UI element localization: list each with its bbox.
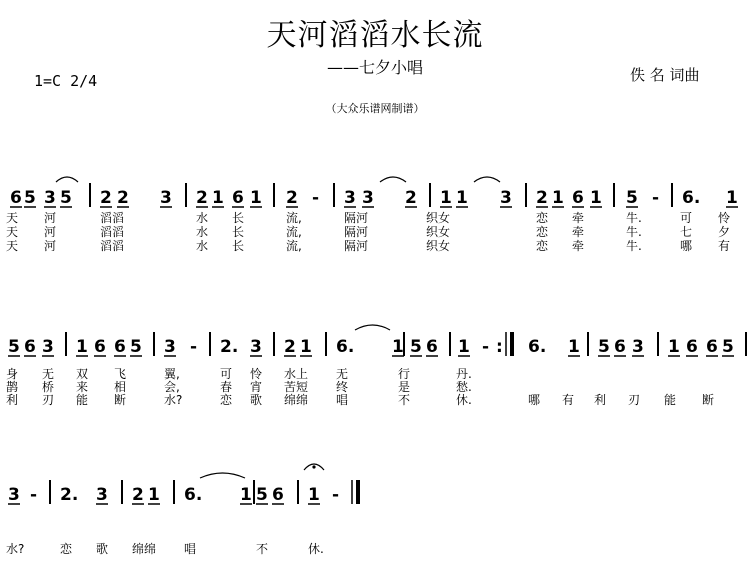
song-subtitle: ——七夕小唱 — [326, 58, 423, 77]
lyric: 流, — [286, 225, 302, 239]
lyric: 绵绵 — [132, 542, 157, 556]
lyric: 利 — [6, 393, 19, 407]
note: 5 — [60, 188, 72, 208]
note: - — [482, 337, 490, 357]
tie-arc — [56, 177, 78, 182]
note: 6 — [24, 337, 36, 357]
lyric: 飞 — [114, 367, 127, 381]
note: 6. — [336, 337, 355, 357]
note: 6 — [114, 337, 126, 357]
song-title: 天河滔滔水长流 — [266, 18, 484, 53]
lyric: 断 — [114, 393, 127, 407]
note: 5 — [626, 188, 638, 208]
lyric: 水上 — [284, 367, 309, 381]
lyric: 流, — [286, 211, 302, 225]
note: - — [652, 188, 660, 208]
lyric: 不 — [398, 393, 411, 407]
lyric: 有 — [562, 393, 575, 407]
lyric: 是 — [398, 380, 411, 394]
lyric: 苦短 — [284, 380, 309, 394]
lyric: 牛. — [626, 225, 642, 239]
note: 1 — [392, 337, 404, 357]
note: 3 — [8, 485, 20, 505]
tie-arc — [474, 177, 500, 182]
lyric: 七 — [680, 225, 693, 239]
note: 2 — [286, 188, 298, 208]
lyric: 终 — [336, 380, 349, 394]
note: 1 — [240, 485, 252, 505]
lyric: 河 — [44, 211, 57, 225]
note: 3 — [42, 337, 54, 357]
note: 1 — [668, 337, 680, 357]
key-time-signature: 1=C 2/4 — [34, 72, 98, 90]
lyric: 歌 — [96, 542, 109, 556]
note: 1 — [212, 188, 224, 208]
note: 1 — [308, 485, 320, 505]
lyric: 滔滔 — [100, 211, 125, 225]
note: 3 — [500, 188, 512, 208]
lyric: 水 — [196, 211, 209, 225]
note: - — [190, 337, 198, 357]
lyric: 绵绵 — [284, 393, 309, 407]
lyric: 行 — [398, 367, 411, 381]
tie-arc — [380, 177, 406, 182]
lyric: 恋 — [60, 542, 73, 556]
note: 1 — [456, 188, 468, 208]
note: 1 — [552, 188, 564, 208]
note: 5 — [598, 337, 610, 357]
lyric: 断 — [702, 393, 715, 407]
lyric: 哪 — [680, 239, 693, 253]
lyric: 牵 — [572, 211, 585, 225]
lyric: 桥 — [42, 380, 55, 394]
lyric: 水? — [164, 393, 183, 407]
note: 3 — [160, 188, 172, 208]
maker-note: （大众乐谱网制谱） — [325, 102, 425, 115]
lyric: 休. — [308, 542, 324, 556]
lyric: 织女 — [426, 239, 451, 253]
lyric: 恋 — [536, 211, 549, 225]
note: 6 — [686, 337, 698, 357]
note: 1 — [300, 337, 312, 357]
lyric: 能 — [76, 393, 89, 407]
note: 2 — [405, 188, 417, 208]
note: 2 — [100, 188, 112, 208]
lyric: 长 — [232, 239, 245, 253]
note: 3 — [250, 337, 262, 357]
note: - — [312, 188, 320, 208]
note: 3 — [164, 337, 176, 357]
lyric: 滔滔 — [100, 225, 125, 239]
lyric: 翼, — [164, 367, 180, 381]
credit-line: 佚 名 词曲 — [630, 66, 700, 84]
note: 6 — [10, 188, 22, 208]
lyric: 相 — [114, 380, 127, 394]
lyric: 长 — [232, 225, 245, 239]
note: 6 — [706, 337, 718, 357]
note: 1 — [250, 188, 262, 208]
note: 6. — [528, 337, 547, 357]
note: 6 — [614, 337, 626, 357]
lyric: 长 — [232, 211, 245, 225]
lyric: 河 — [44, 225, 57, 239]
note: - — [332, 485, 340, 505]
lyric: 鹊 — [6, 380, 19, 394]
note: 5 — [410, 337, 422, 357]
lyric: 天 — [6, 211, 19, 225]
note: 1 — [440, 188, 452, 208]
lyric: 怜 — [718, 211, 731, 225]
note: 1 — [568, 337, 580, 357]
lyric: 牵 — [572, 225, 585, 239]
lyric: 天 — [6, 239, 19, 253]
note: 2. — [60, 485, 79, 505]
lyric: 愁. — [456, 380, 472, 394]
note: 2 — [284, 337, 296, 357]
lyric: 河 — [44, 239, 57, 253]
lyric: 滔滔 — [100, 239, 125, 253]
note: 3 — [344, 188, 356, 208]
lyric: 隔河 — [344, 239, 369, 253]
note: 2 — [196, 188, 208, 208]
note: 2 — [132, 485, 144, 505]
lyric: 恋 — [220, 393, 233, 407]
lyric: 刃 — [42, 393, 55, 407]
note: 5 — [256, 485, 268, 505]
note: 1 — [726, 188, 738, 208]
lyric: 可 — [680, 211, 693, 225]
lyric: 双 — [76, 367, 89, 381]
note: 5 — [130, 337, 142, 357]
lyric: 水 — [196, 225, 209, 239]
lyric: 水? — [6, 542, 25, 556]
note: 1 — [590, 188, 602, 208]
note: 2. — [220, 337, 239, 357]
lyric: 牛. — [626, 211, 642, 225]
note: 1 — [76, 337, 88, 357]
lyric: 丹. — [456, 367, 472, 381]
lyric: 刃 — [628, 393, 641, 407]
lyric: 织女 — [426, 225, 451, 239]
lyric: 无 — [42, 367, 55, 381]
note: 2 — [536, 188, 548, 208]
note: 1 — [458, 337, 470, 357]
lyric: 可 — [220, 367, 233, 381]
note: 6 — [272, 485, 284, 505]
lyric: 歌 — [250, 393, 263, 407]
lyric: 来 — [76, 380, 89, 394]
note: 2 — [117, 188, 129, 208]
note: 5 — [8, 337, 20, 357]
lyric: 哪 — [528, 393, 541, 407]
lyric: 有 — [718, 239, 731, 253]
note: 3 — [632, 337, 644, 357]
lyric: 夕 — [718, 225, 731, 239]
lyric: 天 — [6, 225, 19, 239]
note: 5 — [722, 337, 734, 357]
lyric: 身 — [6, 367, 19, 381]
lyric: 怜 — [250, 367, 263, 381]
lyric: 宵 — [250, 380, 263, 394]
lyric: 唱 — [184, 542, 197, 556]
note: 6 — [572, 188, 584, 208]
lyric: 唱 — [336, 393, 349, 407]
tie-arc — [355, 325, 390, 330]
tie-arc — [200, 473, 245, 478]
lyric: 牛. — [626, 239, 642, 253]
note: 3 — [44, 188, 56, 208]
lyric: 无 — [336, 367, 349, 381]
fermata-dot — [312, 465, 315, 468]
note: 6 — [232, 188, 244, 208]
note: 6. — [184, 485, 203, 505]
lyric: 能 — [664, 393, 677, 407]
lyric: 隔河 — [344, 225, 369, 239]
repeat-dots: : — [496, 337, 503, 357]
lyric: 织女 — [426, 211, 451, 225]
lyric: 恋 — [536, 239, 549, 253]
lyric: 隔河 — [344, 211, 369, 225]
lyric: 休. — [456, 393, 472, 407]
note: 6. — [682, 188, 701, 208]
lyric: 不 — [256, 542, 269, 556]
note: 3 — [362, 188, 374, 208]
note: 3 — [96, 485, 108, 505]
lyric: 会, — [164, 380, 180, 394]
lyric: 恋 — [536, 225, 549, 239]
note: 6 — [94, 337, 106, 357]
lyric: 水 — [196, 239, 209, 253]
note: 5 — [24, 188, 36, 208]
note: 6 — [426, 337, 438, 357]
note: - — [30, 485, 38, 505]
note: 1 — [148, 485, 160, 505]
lyric: 利 — [594, 393, 607, 407]
lyric: 牵 — [572, 239, 585, 253]
lyric: 春 — [220, 380, 233, 394]
lyric: 流, — [286, 239, 302, 253]
